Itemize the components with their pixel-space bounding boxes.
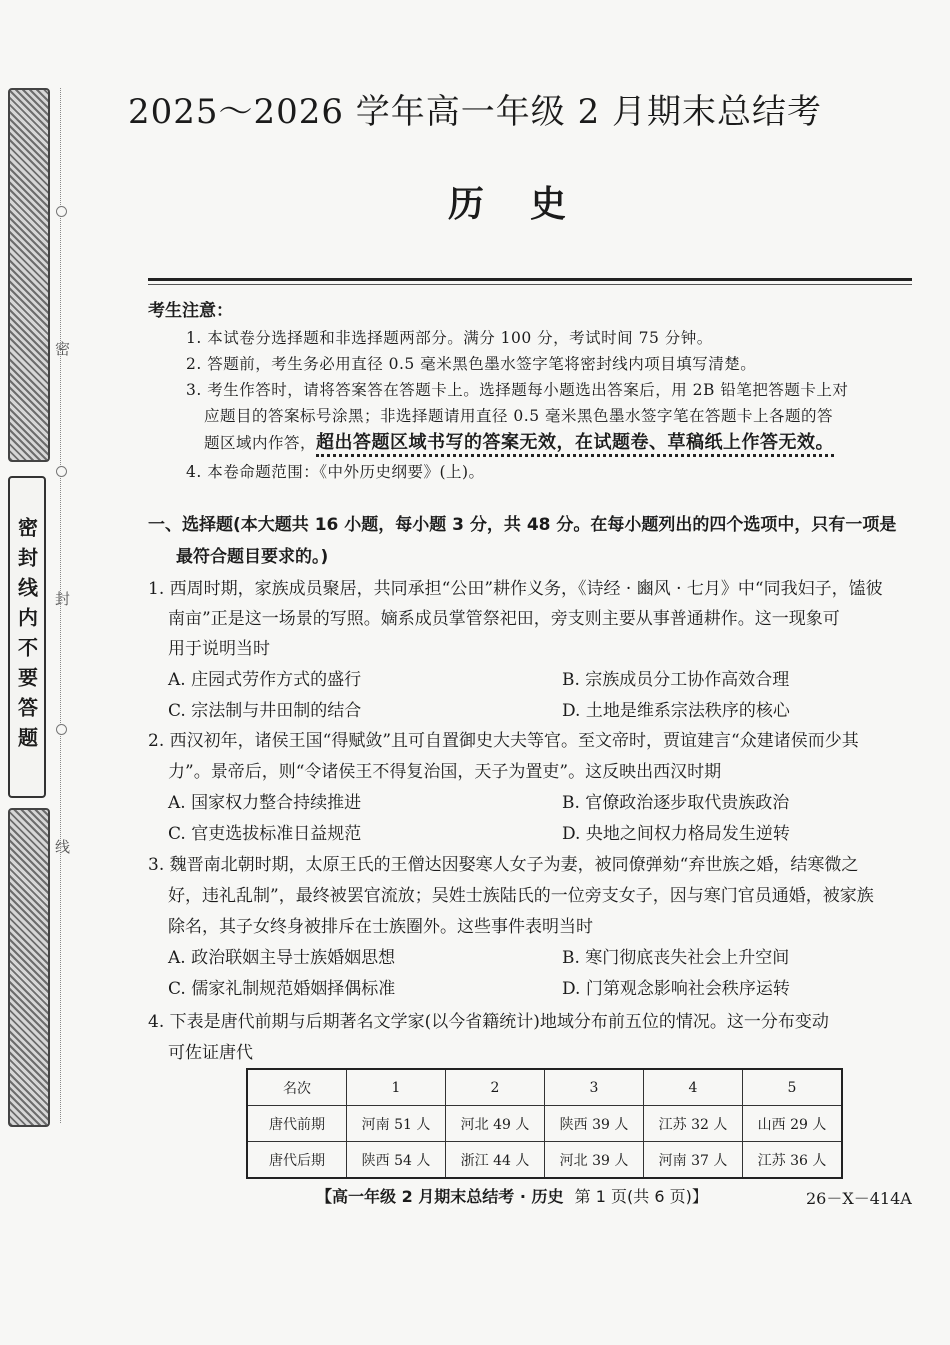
note-item-3b: 应题目的答案标号涂黑；非选择题请用直径 0.5 毫米黑色墨水签字笔在答题卡上各题的答: [204, 407, 834, 425]
table-cell: 浙江 44 人: [446, 1142, 545, 1179]
page-footer: [316, 1184, 708, 1207]
q2-option-b: B. 官僚政治逐步取代贵族政治: [562, 793, 790, 813]
header-rule: [148, 278, 912, 281]
binding-strip: [8, 88, 48, 1123]
note-item-2: 2. 答题前，考生务必用直径 0.5 毫米黑色墨水签字笔将密封线内项目填写清楚。: [186, 355, 757, 373]
table-cell: 陕西 39 人: [545, 1106, 644, 1142]
table-cell: 河北 39 人: [545, 1142, 644, 1179]
table-header-cell: 4: [644, 1069, 743, 1106]
footer-page-number: 第 1 页(共 6 页)】: [574, 1187, 708, 1206]
question-1-line-1: 1. 西周时期，家族成员聚居，共同承担“公田”耕作义务，《诗经 · 豳风 · 七月》中“同我妇子，馌彼: [148, 579, 883, 599]
table-cell: 江苏 32 人: [644, 1106, 743, 1142]
q3-option-a: A. 政治联姻主导士族婚姻思想: [168, 948, 396, 968]
q1-option-b: B. 宗族成员分工协作高效合理: [562, 670, 790, 690]
question-4-line-2: 可佐证唐代: [168, 1043, 253, 1063]
table-cell: 山西 29 人: [743, 1106, 843, 1142]
table-header-cell: 2: [446, 1069, 545, 1106]
exam-title: 2025～2026 学年高一年级 2 月期末总结考: [127, 92, 823, 132]
question-2-line-1: 2. 西汉初年，诸侯王国“得赋敛”且可自置御史大夫等官。至文帝时，贾谊建言“众建诸侯而少其: [148, 731, 859, 751]
seal-label-xian: 线: [55, 838, 71, 856]
q3-option-d: D. 门第观念影响社会秩序运转: [562, 979, 790, 999]
note-item-1: 1. 本试卷分选择题和非选择题两部分。满分 100 分，考试时间 75 分钟。: [186, 329, 713, 347]
table-cell: 河北 49 人: [446, 1106, 545, 1142]
header-rule-thin: [148, 284, 912, 285]
seal-line-dot: [56, 466, 67, 477]
note-item-3c: [204, 428, 834, 454]
question-1-line-2: 南亩”正是这一场景的写照。嫡系成员掌管祭祀田，旁支则主要从事普通耕作。这一现象可: [168, 609, 840, 629]
q2-option-c: C. 官吏选拔标准日益规范: [168, 824, 362, 844]
binding-hatch-bottom: [8, 808, 50, 1127]
notes-heading: 考生注意：: [148, 301, 233, 321]
question-3-line-1: 3. 魏晋南北朝时期，太原王氏的王僧达因娶寒人女子为妻，被同僚弹劾“弃世族之婚，结寒微之: [148, 855, 859, 875]
seal-label-mi: 密: [55, 340, 71, 358]
q1-option-c: C. 宗法制与井田制的结合: [168, 701, 362, 721]
note-item-3a: 3. 考生作答时，请将答案答在答题卡上。选择题每小题选出答案后，用 2B 铅笔把答题卡上对: [186, 381, 849, 399]
table-cell: 河南 51 人: [347, 1106, 446, 1142]
writers-distribution-table: [246, 1068, 843, 1179]
footer-exam-name: 【高一年级 2 月期末总结考 · 历史: [316, 1187, 564, 1206]
binding-warning-box: [8, 476, 46, 798]
table-row: [247, 1106, 842, 1142]
section-heading-cont: 最符合题目要求的。): [176, 547, 329, 567]
seal-line-dot: [56, 724, 67, 735]
table-header-row: [247, 1069, 842, 1106]
table-cell: 河南 37 人: [644, 1142, 743, 1179]
table-cell: 陕西 54 人: [347, 1142, 446, 1179]
question-3-line-3: 除名，其子女终身被排斥在士族圈外。这些事件表明当时: [168, 917, 593, 937]
binding-warning-text: 密封线内不要答题: [14, 517, 39, 757]
q2-option-a: A. 国家权力整合持续推进: [168, 793, 362, 813]
table-header-cell: 名次: [247, 1069, 347, 1106]
question-2-line-2: 力”。景帝后，则“令诸侯王不得复治国，天子为置吏”。这反映出西汉时期: [168, 762, 722, 782]
table-cell: 唐代后期: [247, 1142, 347, 1179]
table-header-cell: 3: [545, 1069, 644, 1106]
question-1-line-3: 用于说明当时: [168, 639, 270, 659]
section-heading: 一、选择题(本大题共 16 小题，每小题 3 分，共 48 分。在每小题列出的四个选项中，只有一项是: [148, 515, 897, 535]
table-row: [247, 1142, 842, 1179]
paper-code: 26－X－414A: [806, 1189, 912, 1208]
exam-subject: 历史: [447, 184, 612, 225]
seal-label-feng: 封: [55, 590, 71, 608]
table-header-cell: 1: [347, 1069, 446, 1106]
note-item-4: 4. 本卷命题范围：《中外历史纲要》(上)。: [186, 463, 485, 481]
q3-option-c: C. 儒家礼制规范婚姻择偶标准: [168, 979, 396, 999]
binding-hatch-top: [8, 88, 50, 462]
question-4-line-1: 4. 下表是唐代前期与后期著名文学家(以今省籍统计)地域分布前五位的情况。这一分布变动: [148, 1012, 829, 1032]
note-emphasis: 超出答题区域书写的答案无效，在试题卷、草稿纸上作答无效。: [316, 432, 834, 457]
note-item-3c-plain: 题区域内作答，: [204, 434, 317, 452]
table-cell: 江苏 36 人: [743, 1142, 843, 1179]
q1-option-a: A. 庄园式劳作方式的盛行: [168, 670, 362, 690]
table-cell: 唐代前期: [247, 1106, 347, 1142]
q3-option-b: B. 寒门彻底丧失社会上升空间: [562, 948, 790, 968]
q1-option-d: D. 土地是维系宗法秩序的核心: [562, 701, 790, 721]
question-3-line-2: 好，违礼乱制”，最终被罢官流放；吴姓士族陆氏的一位旁支女子，因与寒门官员通婚，被家族: [168, 886, 874, 906]
table-header-cell: 5: [743, 1069, 843, 1106]
q2-option-d: D. 央地之间权力格局发生逆转: [562, 824, 790, 844]
